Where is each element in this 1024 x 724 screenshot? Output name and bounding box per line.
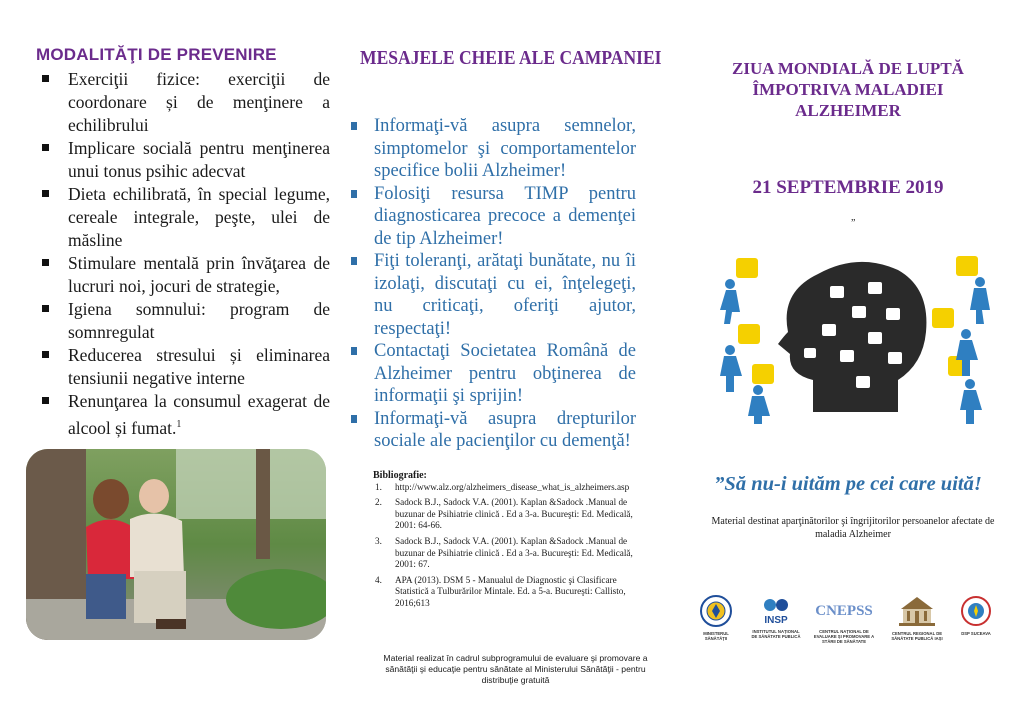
- list-item: Fiţi toleranţi, arătaţi bunătate, nu îi izolaţi, discutaţi cu ei, înţelegeţi, nu criticaţi, oferiţi ajutor, respectaţi!: [351, 250, 636, 340]
- cover-panel: [688, 0, 1008, 724]
- insp-logo-icon: [756, 595, 796, 625]
- campaign-panel: [343, 0, 679, 724]
- material-description: Material destinat aparţinătorilor şi îngrijitorilor persoanelor afectate de maladia Alzheimer: [711, 516, 995, 540]
- bibliography-title: Bibliografie:: [373, 470, 427, 481]
- list-item: 3. Sadock B.J., Sadock V.A. (2001). Kaplan &Sadock .Manual de buzunar de Psihiatrie clinică . Ed a 3-a. Bucureşti: Ed. Medicală, 2001: 67.: [375, 535, 633, 570]
- list-item: Exerciţii fizice: exerciţii de coordonare și de menţinere a echilibrului: [26, 68, 330, 137]
- bullet-icon: [42, 75, 49, 82]
- elderly-couple-photo: [26, 449, 326, 640]
- campaign-title: MESAJELE CHEIE ALE CAMPANIEI: [360, 48, 662, 69]
- campaign-slogan: ”Să nu-i uităm pe cei care uită!: [714, 473, 982, 495]
- list-item: Contactaţi Societatea Română de Alzheimer pentru obţinerea de informaţii şi sprijin!: [351, 340, 636, 408]
- logo-cnepss: CNEPSS CENTRUL NAȚIONAL DE EVALUARE ȘI PROMOVARE A STĂRII DE SĂNĂTATE: [812, 595, 876, 644]
- svg-text:CNEPSS: CNEPSS: [815, 603, 873, 619]
- bullet-icon: [351, 190, 357, 198]
- footnote-mark: 1: [176, 419, 182, 430]
- list-item: Folosiţi resursa TIMP pentru diagnosticarea precoce a demenţei de tip Alzheimer!: [351, 183, 636, 251]
- cnepss-logo-icon: [814, 595, 874, 625]
- logo-insp: INSP INSTITUTUL NAȚIONAL DE SĂNĂTATE PUBLICĂ: [750, 595, 802, 639]
- prevention-list: [26, 68, 330, 440]
- list-item: Igiena somnului: program de somnregulat: [26, 298, 330, 344]
- event-date: 21 SEPTEMBRIE 2019: [752, 177, 944, 198]
- puzzle-head-icon: [718, 252, 993, 424]
- list-item: Informaţi-vă asupra drepturilor sociale ale pacienţilor cu demenţă!: [351, 408, 636, 453]
- svg-text:INSP: INSP: [764, 615, 788, 625]
- prevention-title: MODALITĂŢI DE PREVENIRE: [36, 45, 277, 64]
- list-item: Reducerea stresului și eliminarea tensiunii negative interne: [26, 344, 330, 390]
- bullet-icon: [42, 397, 49, 404]
- quote-mark: „: [851, 212, 856, 223]
- campaign-messages: [351, 115, 636, 453]
- bullet-icon: [42, 259, 49, 266]
- list-item: Renunţarea la consumul exagerat de alcool și fumat.$^1$: [26, 390, 330, 440]
- puzzle-head-illustration: [718, 252, 993, 424]
- logo-regional-center: CENTRUL REGIONAL DE SĂNĂTATE PUBLICĂ IAȘI: [886, 595, 948, 641]
- list-item: Implicare socială pentru menţinerea unui tonus psihic adecvat: [26, 137, 330, 183]
- list-item: Stimulare mentală prin învăţarea de lucruri noi, jocuri de strategie,: [26, 252, 330, 298]
- logo-dsp-suceava: DSP SUCEAVA: [956, 595, 996, 636]
- bullet-icon: [351, 257, 357, 265]
- bullet-icon: [42, 190, 49, 197]
- bullet-icon: [42, 144, 49, 151]
- list-item: 4. APA (2013). DSM 5 - Manualul de Diagnostic şi Clasificare Statistică a Tulburărilor Mintale. Ed. a 5-a. Bucureşti: Callisto, 2016;613: [375, 574, 626, 608]
- list-item: 1. http://www.alz.org/alzheimers_disease_what_is_alzheimers.asp: [375, 481, 630, 492]
- bibliography-list: [373, 482, 635, 610]
- footer-note: Material realizat în cadrul subprogramului de evaluare şi promovare a sănătăţii şi educaţie pentru sănătate al Ministerului Sănătăţii - pentru distribuţie gratuită: [383, 653, 648, 685]
- list-item: Informaţi-vă asupra semnelor, simptomelor şi comportamentelor specifice bolii Alzheimer!: [351, 115, 636, 183]
- logo-ministry: MINISTERUL SĂNĂTĂŢII: [693, 595, 739, 641]
- bullet-icon: [351, 122, 357, 130]
- dsp-suceava-seal-icon: [960, 595, 992, 627]
- list-item: 2. Sadock B.J., Sadock V.A. (2001). Kaplan &Sadock .Manual de buzunar de Psihiatrie clinică . Ed a 3-a. Bucureşti: Ed. Medicală, 2001: 64-66.: [375, 497, 633, 531]
- building-icon: [897, 595, 937, 627]
- ministry-seal-icon: [700, 595, 732, 627]
- bullet-icon: [42, 305, 49, 312]
- cover-title: ZIUA MONDIALĂ DE LUPTĂ ÎMPOTRIVA MALADIEI ALZHEIMER: [732, 59, 964, 120]
- bullet-icon: [42, 351, 49, 358]
- list-item: Dieta echilibrată, în special legume, cereale integrale, peşte, ulei de măsline: [26, 183, 330, 252]
- bibliography: [373, 470, 635, 614]
- bullet-icon: [351, 415, 357, 423]
- bullet-icon: [351, 347, 357, 355]
